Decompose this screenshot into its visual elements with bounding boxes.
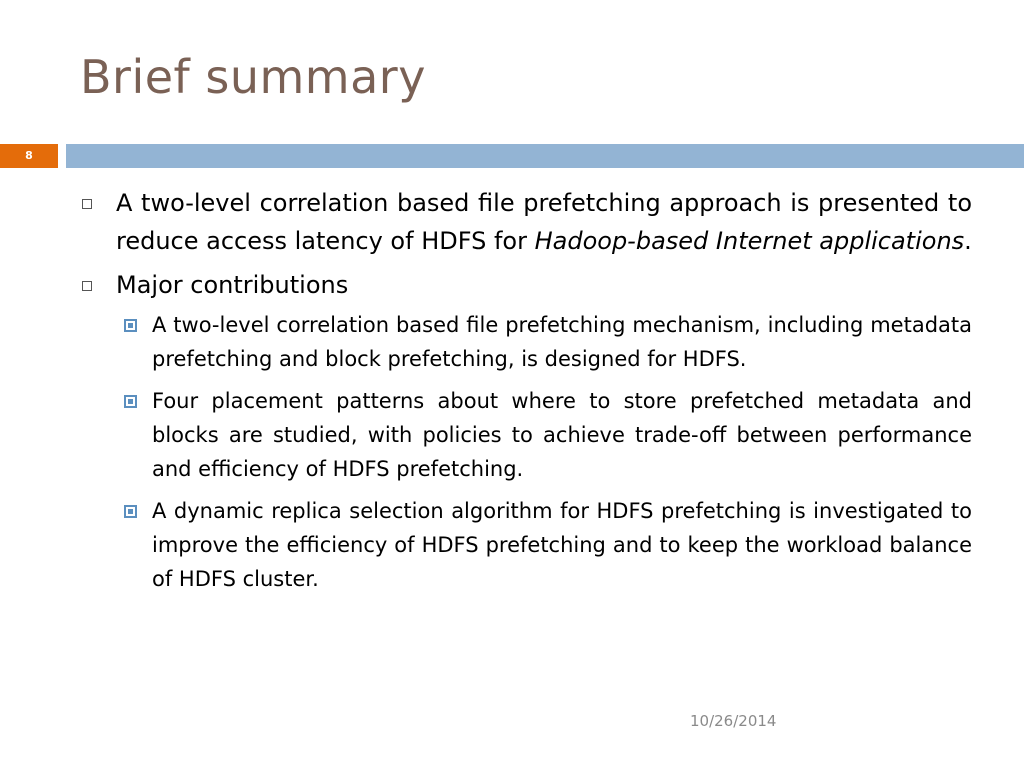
- sub-bullet-text: A two-level correlation based file prefetching mechanism, including metadata prefetching and block prefetching, is designed for HDFS.: [152, 313, 972, 371]
- bullet-item: [80, 266, 972, 304]
- slide-date: 10/26/2014: [690, 712, 777, 730]
- sub-bullet-item: [80, 494, 972, 596]
- bullet-text-end: .: [964, 227, 972, 255]
- filled-square-icon: [124, 505, 137, 518]
- title-divider-bar: [66, 144, 1024, 168]
- hollow-square-icon: [82, 199, 92, 209]
- slide-title: Brief summary: [80, 50, 426, 104]
- bullet-text: A two-level correlation based file prefetching approach is presented to reduce access latency of HDFS for: [116, 189, 972, 255]
- sub-bullet-item: [80, 308, 972, 376]
- bullet-emphasis: Hadoop-based Internet applications: [534, 227, 965, 255]
- sub-bullet-text: Four placement patterns about where to store prefetched metadata and blocks are studied, with policies to achieve trade-off between performance and efficiency of HDFS prefetching.: [152, 389, 972, 481]
- slide-content: [80, 184, 972, 604]
- bullet-text: Major contributions: [116, 271, 349, 299]
- bullet-item: [80, 184, 972, 260]
- sub-bullet-item: [80, 384, 972, 486]
- hollow-square-icon: [82, 281, 92, 291]
- filled-square-icon: [124, 395, 137, 408]
- filled-square-icon: [124, 319, 137, 332]
- slide-number-badge: 8: [0, 144, 58, 168]
- sub-bullet-text: A dynamic replica selection algorithm for HDFS prefetching is investigated to improve the efficiency of HDFS prefetching and to keep the workload balance of HDFS cluster.: [152, 499, 972, 591]
